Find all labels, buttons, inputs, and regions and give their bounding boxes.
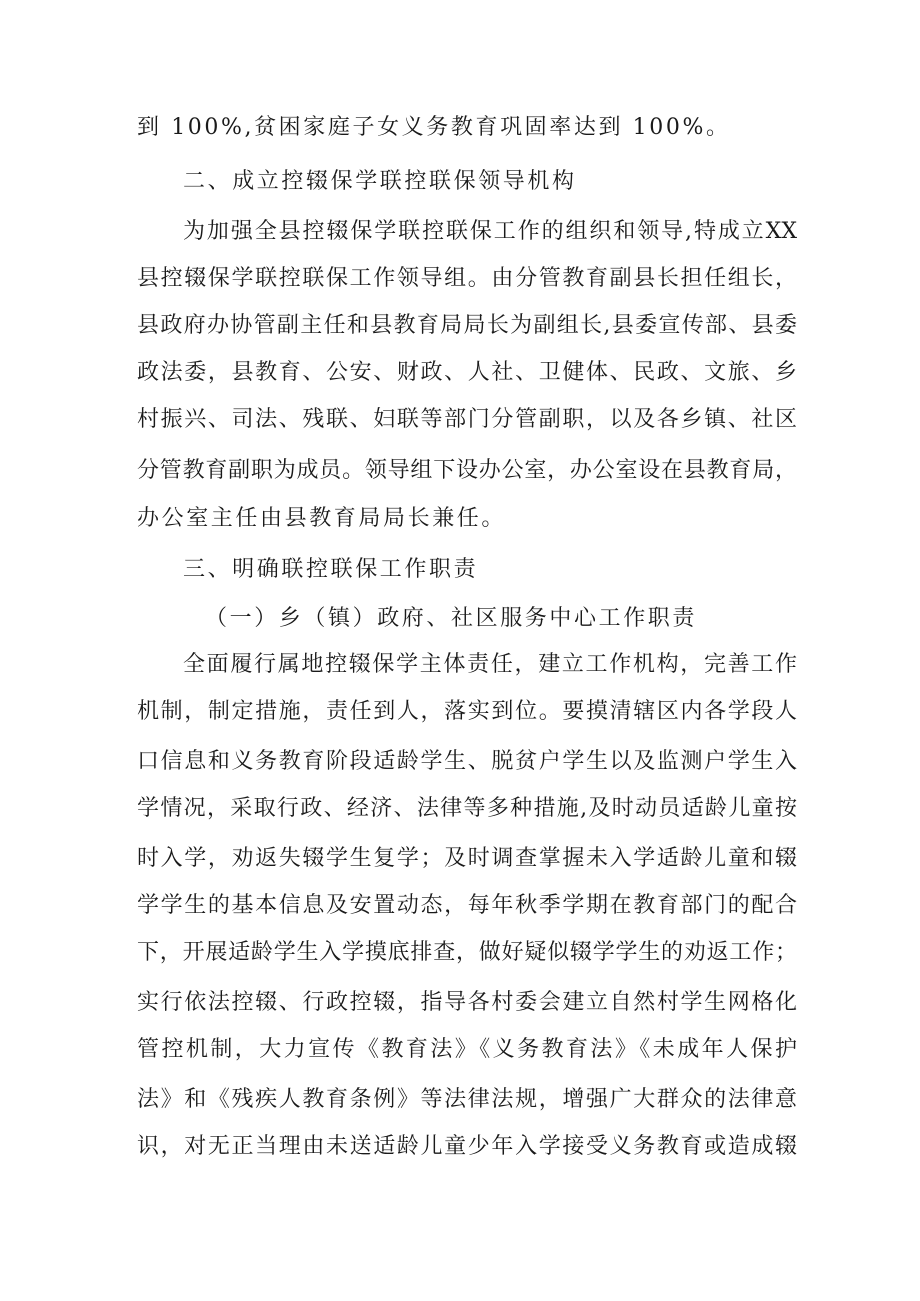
subsection-heading: （一）乡（镇）政府、社区服务中心工作职责 [205,606,698,631]
paragraph-line: 学情况，采取行政、经济、法律等多种措施,及时动员适龄儿童按 [137,796,797,821]
paragraph-line: 办公室主任由县教育局局长兼任。 [137,506,507,531]
paragraph-line: 管控机制，大力宣传《教育法》《义务教育法》《未成年人保护 [137,1037,797,1062]
paragraph-line: 下，开展适龄学生入学摸底排查，做好疑似辍学学生的劝返工作； [137,940,797,965]
section-heading: 三、明确联控联保工作职责 [183,557,479,582]
section-heading: 二、成立控辍保学联控联保领导机构 [183,169,577,194]
paragraph-line: 实行依法控辍、行政控辍，指导各村委会建立自然村学生网格化 [137,990,797,1015]
paragraph-line: 识，对无正当理由未送适龄儿童少年入学接受义务教育或造成辍 [137,1134,797,1159]
paragraph-line: 县政府办协管副主任和县教育局局长为副组长,县委宣传部、县委 [137,313,797,338]
paragraph-line: 口信息和义务教育阶段适龄学生、脱贫户学生以及监测户学生入 [137,749,797,774]
paragraph-line: 分管教育副职为成员。领导组下设办公室，办公室设在县教育局， [137,458,797,483]
paragraph-line: 法》和《残疾人教育条例》等法律法规，增强广大群众的法律意 [137,1087,797,1112]
paragraph-line: 政法委，县教育、公安、财政、人社、卫健体、民政、文旅、乡 [137,360,797,385]
paragraph-line: 到 100%,贫困家庭子女义务教育巩固率达到 100%。 [137,115,731,140]
paragraph-line: 村振兴、司法、残联、妇联等部门分管副职，以及各乡镇、社区 [137,407,797,432]
paragraph-line: 机制，制定措施，责任到人，落实到位。要摸清辖区内各学段人 [137,699,797,724]
paragraph-line: 全面履行属地控辍保学主体责任，建立工作机构，完善工作 [183,652,797,677]
paragraph-line: 为加强全县控辍保学联控联保工作的组织和领导,特成立XX [183,219,797,244]
paragraph-line: 时入学，劝返失辍学生复学；及时调查掌握未入学适龄儿童和辍 [137,846,797,871]
paragraph-line: 学学生的基本信息及安置动态，每年秋季学期在教育部门的配合 [137,893,797,918]
paragraph-line: 县控辍保学联控联保工作领导组。由分管教育副县长担任组长， [137,266,797,291]
